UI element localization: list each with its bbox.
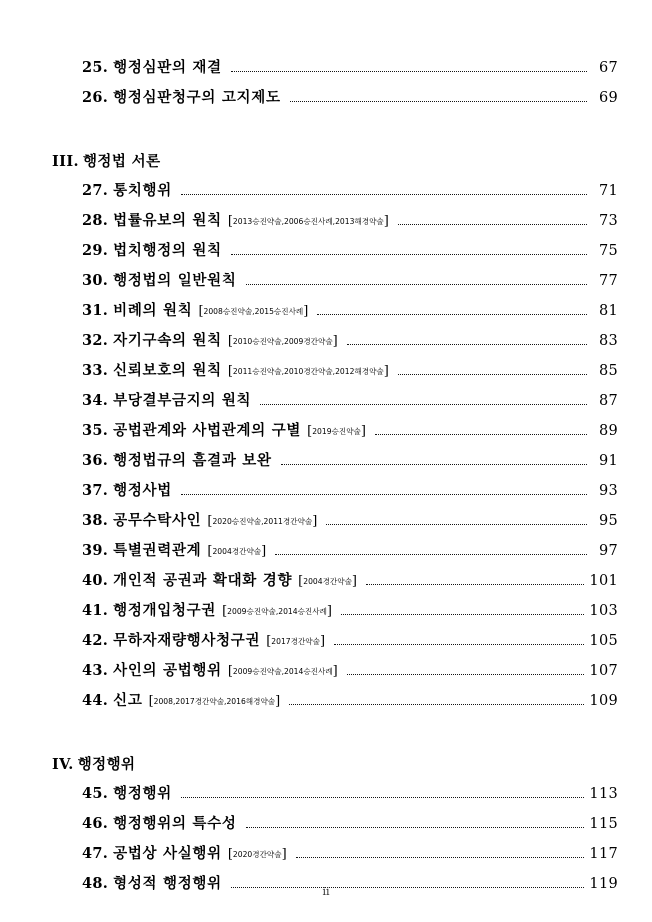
entry-title: 부당결부금지의 원칙: [113, 392, 252, 409]
entry-page-number: 89: [598, 423, 618, 439]
section-heading: [52, 753, 618, 774]
note-open-bracket: [: [227, 214, 233, 229]
entry-number: 37.: [82, 482, 109, 499]
entry-page-number: 101: [589, 573, 618, 589]
entry-exam-note: [266, 634, 325, 649]
toc-entry[interactable]: [52, 812, 618, 842]
entry-title: 사인의 공법행위: [113, 662, 222, 679]
toc-entry[interactable]: [52, 359, 618, 389]
entry-number: 31.: [82, 302, 109, 319]
note-close-bracket: ]: [303, 304, 309, 319]
entry-page-number: 73: [598, 213, 618, 229]
note-text: 2011승진약술,2010경간약술,2012해경약술: [232, 367, 384, 376]
note-close-bracket: ]: [351, 574, 357, 589]
entry-number: 39.: [82, 542, 109, 559]
entry-title: 공법상 사실행위: [113, 845, 222, 862]
entry-exam-note: [149, 694, 281, 709]
note-open-bracket: [: [227, 847, 233, 862]
section-title: 행정행위: [77, 756, 136, 773]
entry-number: 48.: [82, 875, 109, 892]
dot-leader: [231, 254, 587, 255]
entry-title: 행정행위: [113, 785, 172, 802]
entry-page-number: 93: [598, 483, 618, 499]
entry-page-number: 69: [598, 90, 618, 106]
note-open-bracket: [: [148, 694, 154, 709]
dot-leader: [260, 404, 587, 405]
entry-title: 법치행정의 원칙: [113, 242, 222, 259]
entry-page-number: 81: [598, 303, 618, 319]
entry-number: 28.: [82, 212, 109, 229]
toc-entry[interactable]: [52, 419, 618, 449]
note-text: 2008,2017경간약술,2016해경약술: [153, 697, 276, 706]
note-open-bracket: [: [227, 364, 233, 379]
toc-body: [52, 56, 618, 902]
note-open-bracket: [: [227, 664, 233, 679]
dot-leader: [275, 554, 587, 555]
entry-title: 행정법규의 흠결과 보완: [113, 452, 272, 469]
toc-entry[interactable]: [52, 599, 618, 629]
note-close-bracket: ]: [319, 634, 326, 649]
note-open-bracket: [: [227, 334, 233, 349]
toc-entry[interactable]: [52, 539, 618, 569]
section-spacer: [52, 719, 618, 753]
section-heading: [52, 150, 618, 171]
entry-exam-note: [307, 424, 366, 439]
entry-number: 25.: [82, 59, 109, 76]
note-text: 2004경간약술: [212, 547, 262, 556]
entry-exam-note: [228, 847, 287, 862]
entry-page-number: 119: [589, 876, 618, 892]
note-open-bracket: [: [207, 544, 213, 559]
note-open-bracket: [: [266, 634, 272, 649]
entry-number: 46.: [82, 815, 109, 832]
entry-page-number: 105: [589, 633, 618, 649]
toc-entry[interactable]: [52, 842, 618, 872]
toc-entry[interactable]: [52, 209, 618, 239]
entry-title: 무하자재량행사청구권: [113, 632, 261, 649]
note-close-bracket: ]: [275, 694, 281, 709]
entry-number: 44.: [82, 692, 109, 709]
dot-leader: [398, 374, 587, 375]
entry-number: 40.: [82, 572, 109, 589]
entry-page-number: 77: [598, 273, 618, 289]
entry-page-number: 115: [589, 816, 618, 832]
dot-leader: [347, 674, 585, 675]
dot-leader: [317, 314, 587, 315]
entry-title: 행정심판청구의 고지제도: [113, 89, 281, 106]
toc-entry[interactable]: [52, 509, 618, 539]
toc-entry[interactable]: [52, 179, 618, 209]
dot-leader: [341, 614, 584, 615]
note-text: 2009승진약술,2014승진사례: [227, 607, 327, 616]
dot-leader: [375, 434, 587, 435]
section-spacer: [52, 116, 618, 150]
entry-number: 43.: [82, 662, 109, 679]
toc-entry[interactable]: [52, 299, 618, 329]
entry-page-number: 97: [598, 543, 618, 559]
entry-page-number: 83: [598, 333, 618, 349]
entry-title: 공법관계와 사법관계의 구별: [113, 422, 302, 439]
note-close-bracket: ]: [332, 334, 338, 349]
note-close-bracket: ]: [281, 847, 287, 862]
entry-title: 비례의 원칙: [113, 302, 193, 319]
entry-number: 41.: [82, 602, 109, 619]
entry-title: 형성적 행정행위: [113, 875, 222, 892]
entry-page-number: 113: [589, 786, 618, 802]
section-numeral: III.: [52, 153, 79, 170]
entry-exam-note: [228, 364, 389, 379]
entry-number: 26.: [82, 89, 109, 106]
note-text: 2019승진약술: [312, 427, 361, 436]
entry-number: 34.: [82, 392, 109, 409]
dot-leader: [296, 857, 585, 858]
entry-number: 30.: [82, 272, 109, 289]
entry-number: 42.: [82, 632, 109, 649]
entry-page-number: 67: [598, 60, 618, 76]
entry-title: 법률유보의 원칙: [113, 212, 222, 229]
entry-title: 자기구속의 원칙: [113, 332, 222, 349]
dot-leader: [281, 464, 587, 465]
note-open-bracket: [: [298, 574, 304, 589]
entry-number: 47.: [82, 845, 109, 862]
entry-title: 통치행위: [113, 182, 172, 199]
note-close-bracket: ]: [312, 514, 318, 529]
toc-entry[interactable]: [52, 449, 618, 479]
entry-number: 38.: [82, 512, 109, 529]
entry-page-number: 91: [598, 453, 618, 469]
note-text: 2008승진약술,2015승진사례: [203, 307, 304, 316]
entry-title: 행정개입청구권: [113, 602, 217, 619]
entry-exam-note: [198, 304, 308, 319]
entry-page-number: 85: [598, 363, 618, 379]
note-close-bracket: ]: [261, 544, 267, 559]
dot-leader: [347, 344, 587, 345]
toc-entry[interactable]: [52, 329, 618, 359]
entry-title: 공무수탁사인: [113, 512, 202, 529]
entry-page-number: 75: [598, 243, 618, 259]
entry-exam-note: [207, 514, 317, 529]
note-open-bracket: [: [222, 604, 228, 619]
entry-number: 27.: [82, 182, 109, 199]
entry-number: 29.: [82, 242, 109, 259]
entry-exam-note: [228, 664, 338, 679]
entry-title: 신뢰보호의 원칙: [113, 362, 222, 379]
dot-leader: [246, 827, 585, 828]
toc-entry[interactable]: [52, 689, 618, 719]
note-text: 2017경간약술: [271, 637, 320, 646]
entry-exam-note: [207, 544, 266, 559]
entry-exam-note: [228, 214, 389, 229]
dot-leader: [290, 101, 587, 102]
note-text: 2020경간약술: [232, 850, 282, 859]
note-text: 2009승진약술,2014승진사례: [232, 667, 333, 676]
dot-leader: [181, 494, 587, 495]
entry-exam-note: [222, 604, 332, 619]
entry-title: 신고: [113, 692, 143, 709]
note-text: 2010승진약술,2009경간약술: [232, 337, 333, 346]
entry-title: 행정사법: [113, 482, 172, 499]
entry-title: 행정법의 일반원칙: [113, 272, 237, 289]
note-close-bracket: ]: [332, 664, 338, 679]
note-text: 2013승진약술,2006승진사례,2013해경약술: [232, 217, 384, 226]
dot-leader: [326, 524, 587, 525]
toc-entry[interactable]: [52, 479, 618, 509]
toc-entry[interactable]: [52, 569, 618, 599]
entry-page-number: 71: [598, 183, 618, 199]
entry-exam-note: [228, 334, 338, 349]
toc-entry[interactable]: [52, 56, 618, 86]
dot-leader: [398, 224, 587, 225]
note-close-bracket: ]: [383, 214, 389, 229]
toc-entry[interactable]: [52, 389, 618, 419]
note-open-bracket: [: [207, 514, 213, 529]
dot-leader: [289, 704, 584, 705]
dot-leader: [181, 194, 587, 195]
toc-section: [52, 150, 618, 719]
note-text: 2004경간약술: [303, 577, 352, 586]
entry-number: 33.: [82, 362, 109, 379]
note-close-bracket: ]: [360, 424, 366, 439]
page-folio: ii: [322, 885, 330, 898]
entry-number: 36.: [82, 452, 109, 469]
dot-leader: [231, 71, 587, 72]
section-title: 행정법 서론: [83, 153, 161, 170]
note-text: 2020승진약술,2011경간약술: [212, 517, 313, 526]
toc-entry[interactable]: [52, 86, 618, 116]
dot-leader: [334, 644, 584, 645]
note-close-bracket: ]: [383, 364, 389, 379]
toc-entry[interactable]: [52, 269, 618, 299]
entry-number: 35.: [82, 422, 109, 439]
dot-leader: [181, 797, 584, 798]
entry-title: 특별권력관계: [113, 542, 202, 559]
entry-title: 행정행위의 특수성: [113, 815, 237, 832]
entry-number: 32.: [82, 332, 109, 349]
entry-page-number: 117: [589, 846, 618, 862]
toc-entry[interactable]: [52, 659, 618, 689]
dot-leader: [246, 284, 587, 285]
toc-entry-group: [52, 56, 618, 116]
note-close-bracket: ]: [326, 604, 332, 619]
entry-page-number: 95: [598, 513, 618, 529]
entry-title: 행정심판의 재결: [113, 59, 222, 76]
toc-entry[interactable]: [52, 629, 618, 659]
toc-section: [52, 753, 618, 902]
entry-title: 개인적 공권과 확대화 경향: [113, 572, 293, 589]
entry-number: 45.: [82, 785, 109, 802]
entry-exam-note: [298, 574, 357, 589]
dot-leader: [366, 584, 584, 585]
entry-page-number: 107: [589, 663, 618, 679]
section-numeral: IV.: [52, 756, 74, 773]
note-open-bracket: [: [307, 424, 313, 439]
entry-page-number: 87: [598, 393, 618, 409]
entry-page-number: 103: [589, 603, 618, 619]
note-open-bracket: [: [198, 304, 204, 319]
toc-entry[interactable]: [52, 239, 618, 269]
entry-page-number: 109: [589, 693, 618, 709]
toc-entry[interactable]: [52, 782, 618, 812]
